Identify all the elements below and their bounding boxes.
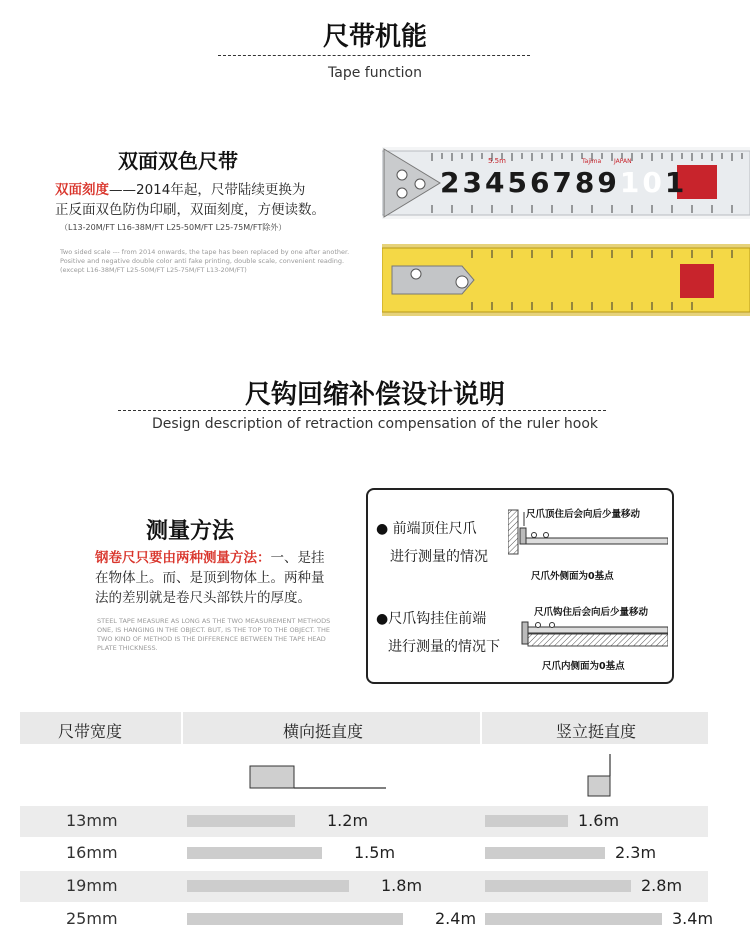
en-line: TWO KIND OF METHOD IS THE DIFFERENCE BETWEEN THE TAPE HEAD	[97, 635, 326, 643]
measure-method-description	[95, 548, 345, 608]
vertical-stiffness-icon	[585, 752, 615, 800]
yellow-tape-image	[382, 244, 750, 316]
measure-line2: 在物体上。而、是顶到物体上。两种量	[95, 570, 325, 586]
horizontal-bar	[187, 913, 403, 925]
hook-measure-diagram	[516, 616, 668, 656]
desc-english	[60, 248, 350, 275]
measure-line3: 法的差别就是卷尺头部铁片的厚度。	[95, 590, 311, 606]
col-vertical-header: 竖立挺直度	[556, 722, 637, 741]
item1-line2: 进行测量的情况	[390, 549, 488, 565]
horizontal-value: 1.5m	[354, 843, 396, 862]
vertical-value: 1.6m	[578, 811, 620, 830]
section2-subtitle: Design description of retraction compensation of the ruler hook	[151, 416, 599, 432]
tape-digit: 3	[462, 166, 485, 199]
item1-bottom-note: 尺爪外侧面为0基点	[531, 571, 614, 582]
measure-english	[97, 617, 347, 653]
en-line: Positive and negative double color anti fake printing, double scale, convenient reading.	[60, 257, 345, 265]
item2-top-note: 尺爪钩住后会向后少量移动	[534, 607, 649, 618]
measure-method-title: 测量方法	[146, 519, 235, 544]
desc-highlight: 双面刻度	[55, 182, 109, 198]
item1-label: ● 前端顶住尺爪	[376, 521, 477, 537]
tape-digit: 1	[664, 166, 688, 199]
tape-digit: 5	[507, 166, 530, 199]
row-width: 19mm	[66, 876, 118, 895]
vertical-value: 2.3m	[615, 843, 657, 862]
horizontal-stiffness-icon	[248, 764, 388, 792]
vertical-value: 3.4m	[672, 909, 714, 928]
en-line: (except L16-38M/FT L25-50M/FT L25-75M/FT L13-20M/FT)	[60, 266, 247, 274]
item2-label: ●尺爪钩挂住前端	[376, 611, 487, 627]
item1-line1: 前端顶住尺爪	[392, 521, 477, 537]
section1-divider	[218, 55, 530, 56]
en-line: STEEL TAPE MEASURE AS LONG AS THE TWO MEASUREMENT METHODS	[97, 617, 331, 625]
vertical-value: 2.8m	[641, 876, 683, 895]
item2-bottom-note: 尺爪内侧面为0基点	[542, 661, 625, 672]
horizontal-bar	[187, 847, 322, 859]
white-tape-5m: 5.5m	[488, 157, 506, 165]
white-tape-digits	[440, 166, 687, 199]
item1-top-note: 尺爪顶住后会向后少量移动	[526, 509, 641, 520]
row-width: 16mm	[66, 843, 118, 862]
measure-highlight: 钢卷尺只要由两种测量方法：	[95, 550, 271, 566]
item2-line2: 进行测量的情况下	[388, 639, 500, 655]
row-width: 25mm	[66, 909, 118, 928]
tape-digit: 7	[552, 166, 575, 199]
section1-subtitle: Tape function	[328, 65, 422, 81]
row-width: 13mm	[66, 811, 118, 830]
tape-digit: 6	[529, 166, 553, 199]
horizontal-value: 2.4m	[435, 909, 477, 928]
en-line: ONE, IS HANGING IN THE OBJECT. BUT, IS THE TOP TO THE OBJECT. THE	[97, 626, 330, 634]
horizontal-bar	[187, 880, 349, 892]
tape-digit: 9	[597, 166, 620, 199]
horizontal-value: 1.2m	[327, 811, 369, 830]
tape-digit: 4	[484, 166, 508, 199]
measure-line1: 一、是挂	[270, 550, 325, 566]
en-line: PLATE THICKNESS.	[97, 644, 158, 652]
horizontal-bar	[187, 815, 295, 827]
section2-divider	[118, 410, 606, 411]
horizontal-value: 1.8m	[381, 876, 423, 895]
vertical-bar	[485, 847, 605, 859]
en-line: Two sided scale --- from 2014 onwards, the tape has been replaced by one after another.	[60, 248, 350, 256]
tape-digit: 1	[619, 166, 643, 199]
double-sided-tape-title: 双面双色尺带	[118, 149, 238, 173]
section2-title: 尺钩回缩补偿设计说明	[244, 380, 505, 410]
vertical-bar	[485, 913, 662, 925]
desc-models: （L13-20M/FT L16-38M/FT L25-50M/FT L25-75M/FT除外）	[60, 223, 287, 232]
desc-line2: 正反面双色防伪印刷，双面刻度，方便读数。	[55, 202, 325, 218]
desc-line1: ——2014年起，尺带陆续更换为	[109, 182, 306, 198]
vertical-bar	[485, 880, 631, 892]
white-tape-japan: JAPAN	[614, 158, 632, 165]
item2-line1: 尺爪钩挂住前端	[388, 611, 487, 627]
section1-title: 尺带机能	[322, 22, 427, 52]
push-measure-diagram	[508, 508, 668, 566]
tape-digit: 2	[440, 166, 463, 199]
measure-diagram-box	[366, 488, 674, 684]
tape-digit: 8	[574, 166, 598, 199]
double-sided-description	[55, 180, 365, 220]
tape-digit: 0	[642, 166, 665, 199]
white-tape-brand: Tajima	[582, 158, 602, 165]
col-width-header: 尺带宽度	[58, 722, 123, 741]
col-horizontal-header: 横向挺直度	[283, 722, 364, 741]
vertical-bar	[485, 815, 568, 827]
